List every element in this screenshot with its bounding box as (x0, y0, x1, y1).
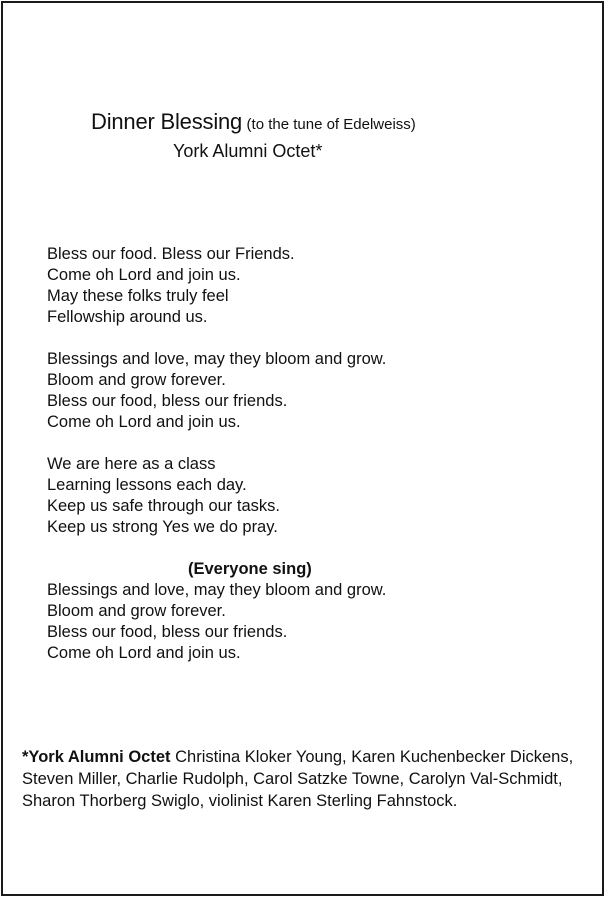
everyone-sing-note: (Everyone sing) (188, 560, 312, 578)
lyric-line: We are here as a class (47, 455, 216, 473)
credits-footnote (22, 746, 582, 812)
credits-names: Christina Kloker Young, Karen Kuchenbecker Dickens, Steven Miller, Charlie Rudolph, Carol Satzke Towne, Carolyn Val-Schmidt, Sharon Thorberg Swiglo, violinist Karen Sterling Fahnstock. (22, 748, 574, 810)
stanza-4 (47, 559, 547, 664)
lyric-line: Keep us safe through our tasks. (47, 497, 280, 515)
lyric-line: Fellowship around us. (47, 308, 208, 326)
lyric-line: Bloom and grow forever. (47, 371, 226, 389)
lyric-line: Blessings and love, may they bloom and grow. (47, 581, 387, 599)
lyric-line: Keep us strong Yes we do pray. (47, 518, 278, 536)
lyric-line: Learning lessons each day. (47, 476, 247, 494)
lyric-line: Blessings and love, may they bloom and grow. (47, 350, 387, 368)
page-title: Dinner Blessing (91, 109, 243, 134)
credits-label: *York Alumni Octet (22, 748, 171, 766)
lyrics (47, 244, 547, 685)
program-heading (91, 109, 416, 135)
stanza-3 (47, 454, 547, 538)
lyric-line: Bless our food, bless our friends. (47, 623, 288, 641)
performer-name: York Alumni Octet* (173, 141, 323, 161)
tune-note: (to the tune of Edelweiss) (246, 116, 416, 133)
lyric-line: Bloom and grow forever. (47, 602, 226, 620)
lyric-line: Bless our food. Bless our Friends. (47, 245, 295, 263)
lyric-line: May these folks truly feel (47, 287, 229, 305)
lyric-line: Come oh Lord and join us. (47, 413, 241, 431)
stanza-2 (47, 349, 547, 433)
lyric-line: Come oh Lord and join us. (47, 266, 241, 284)
lyric-line: Bless our food, bless our friends. (47, 392, 288, 410)
stanza-1 (47, 244, 547, 328)
lyric-line: Come oh Lord and join us. (47, 644, 241, 662)
